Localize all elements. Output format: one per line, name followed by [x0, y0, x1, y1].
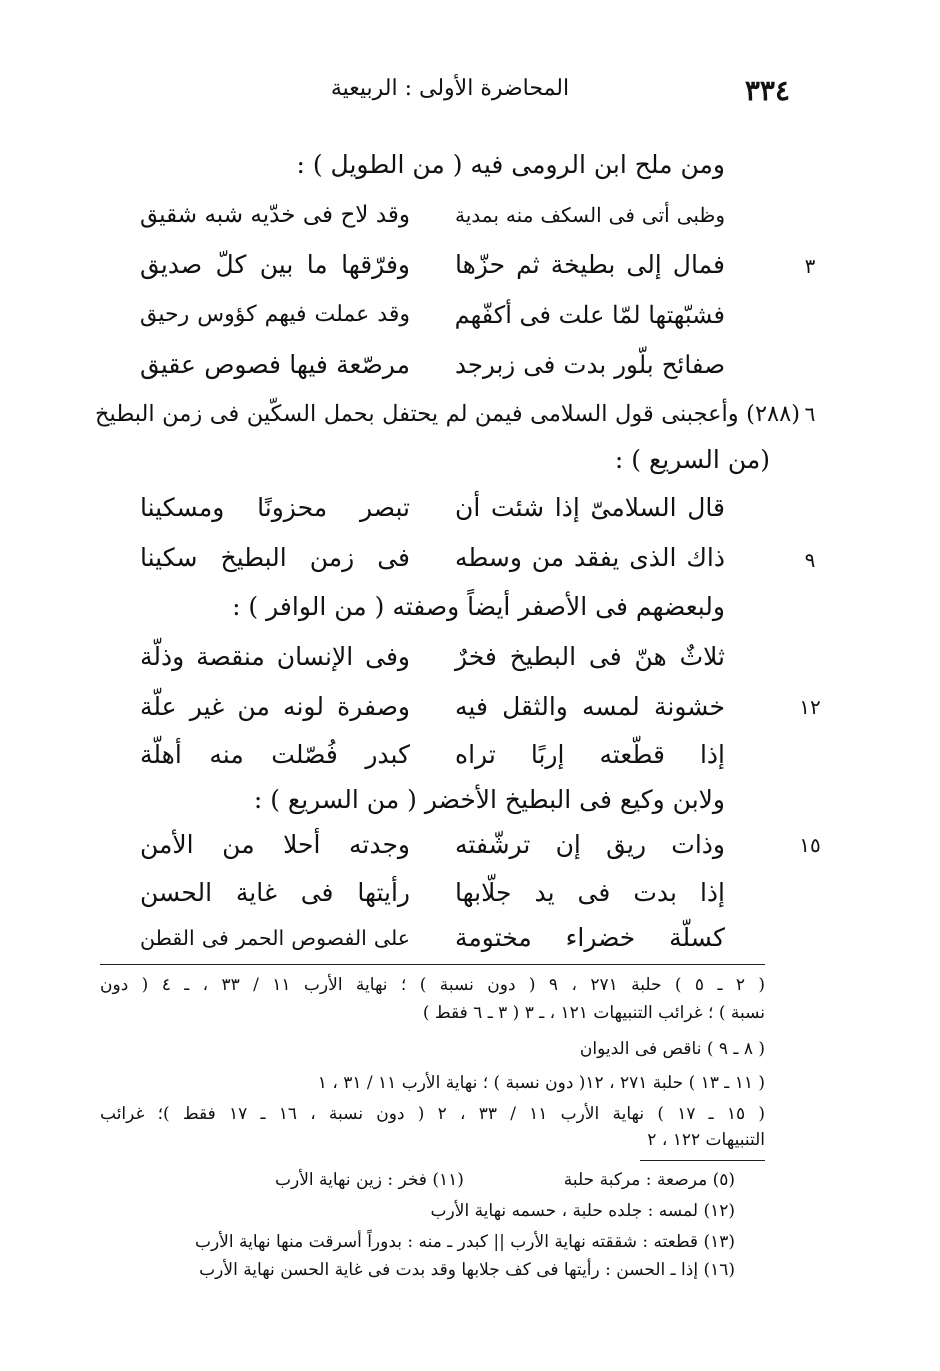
hemistich-first: إذا قطّعته إربًا تراه — [455, 740, 725, 769]
hemistich-second: وصفرة لونه من غير علّة — [140, 692, 410, 721]
verse — [140, 687, 725, 727]
verse — [140, 918, 725, 958]
verse — [140, 195, 725, 235]
variant-note: (١٦) إذا ـ الحسن : رأيتها فى كف جلابها وقد بدت فى غاية الحسن نهاية الأرب — [199, 1260, 735, 1280]
hemistich-second: تبصر محزونًا ومسكينا — [140, 493, 410, 522]
hemistich-second: على الفصوص الحمر فى القطن — [140, 926, 410, 950]
verse — [140, 245, 725, 285]
variant-note: (٥) مرصعة : مركبة حلبة — [563, 1170, 735, 1190]
page-header — [100, 70, 800, 114]
hemistich-first: إذا بدت فى يد جلّابها — [455, 878, 725, 907]
variant-note: (١١) فخر : زين نهاية الأرب — [275, 1170, 464, 1190]
intro-line: ولابن وكيع فى البطيخ الأخضر ( من السريع ) : — [253, 785, 725, 814]
line-number: ١٥ — [799, 833, 821, 857]
hemistich-first: ثلاثٌ هنّ فى البطيخ فخرٌ — [455, 642, 725, 671]
line-number: ١٢ — [799, 695, 821, 719]
verse — [140, 295, 725, 335]
running-head: المحاضرة الأولى : الربيعية — [330, 76, 570, 101]
page-number: ٣٣٤ — [744, 74, 790, 107]
intro-line: ومن ملح ابن الرومى فيه ( من الطويل ) : — [296, 150, 725, 179]
hemistich-first: وذات ريق إن ترشّفته — [455, 830, 725, 859]
hemistich-first: خشونة لمسه والثقل فيه — [455, 692, 725, 721]
hemistich-second: كبدر فُصّلت منه أهلّة — [140, 740, 410, 769]
hemistich-second: فى زمن البطيخ سكينا — [140, 543, 410, 572]
hemistich-second: رأيتها فى غاية الحسن — [140, 878, 410, 907]
verse — [140, 873, 725, 913]
meter-label: (من السريع ) : — [614, 445, 770, 474]
hemistich-first: قال السلامىّ إذا شئت أن — [455, 493, 725, 522]
source-note: التنبيهات ١٢٢ ، ٢ — [647, 1130, 765, 1150]
source-note: ( ١٥ ـ ١٧ ) نهاية الأرب ١١ / ٣٣ ، ٢ ( دون نسبة ، ١٦ ـ ١٧ فقط )؛ غرائب — [100, 1104, 766, 1124]
variant-note: (١٣) قطعته : شققته نهاية الأرب || كبدر ـ منه : بدوراً أسرقت منها نهاية الأرب — [194, 1232, 735, 1252]
footnote-divider — [100, 964, 765, 965]
intro-line: ولبعضهم فى الأصفر أيضاً وصفته ( من الوافر ) : — [232, 592, 725, 621]
hemistich-first: كسلّة خضراء مختومة — [455, 923, 725, 952]
hemistich-second: وفرّقها ما بين كلّ صديق — [140, 250, 410, 279]
hemistich-first: وظبى أتى فى السكف منه بمدية — [455, 203, 725, 227]
paragraph-288-line: (٢٨٨) وأعجبنى قول السلامى فيمن لم يحتفل بحمل السكّين فى زمن البطيخ — [95, 401, 800, 427]
hemistich-second: وفى الإنسان منقصة وذلّة — [140, 642, 410, 671]
hemistich-first: فمال إلى بطيخة ثم حزّها — [455, 250, 725, 279]
hemistich-first: فشبّهتها لمّا علت فى أكفّهم — [454, 301, 725, 329]
verse — [140, 637, 725, 677]
line-number: ٩ — [804, 548, 816, 572]
variants-divider — [640, 1160, 765, 1161]
verse — [140, 488, 725, 528]
hemistich-first: ذاك الذى يفقد من وسطه — [455, 543, 725, 572]
source-note: نسبة ) ؛ غرائب التنبيهات ١٢١ ، ـ ٣ ( ٣ ـ ٦ فقط ) — [422, 1003, 765, 1023]
source-note: ( ٨ ـ ٩ ) ناقص فى الديوان — [579, 1039, 765, 1059]
line-number: ٣ — [804, 254, 816, 278]
line-number: ٦ — [804, 402, 816, 426]
verse — [140, 825, 725, 865]
hemistich-second: وقد عملت فيهم كؤوس رحيق — [140, 302, 410, 327]
verse — [140, 735, 725, 775]
hemistich-first: صفائح بلّور بدت فى زبرجد — [455, 350, 725, 379]
hemistich-second: مرصّعة فيها فصوص عقيق — [140, 350, 410, 379]
variant-note: (١٢) لمسه : جلده حلبة ، حسمه نهاية الأرب — [430, 1201, 735, 1221]
source-note: ( ٢ ـ ٥ ) حلبة ٢٧١ ، ٩ ( دون نسبة ) ؛ نهاية الأرب ١١ / ٣٣ ، ـ ٤ ( دون — [100, 975, 765, 995]
source-note: ( ١١ ـ ١٣ ) حلبة ٢٧١ ، ١٢( دون نسبة ) ؛ نهاية الأرب ١١ / ٣١ ، ١ — [317, 1073, 765, 1093]
hemistich-second: وجدته أحلا من الأمن — [140, 830, 410, 859]
verse — [140, 345, 725, 385]
verse — [140, 538, 725, 578]
hemistich-second: وقد لاح فى خدّيه شبه شقيق — [140, 202, 410, 228]
